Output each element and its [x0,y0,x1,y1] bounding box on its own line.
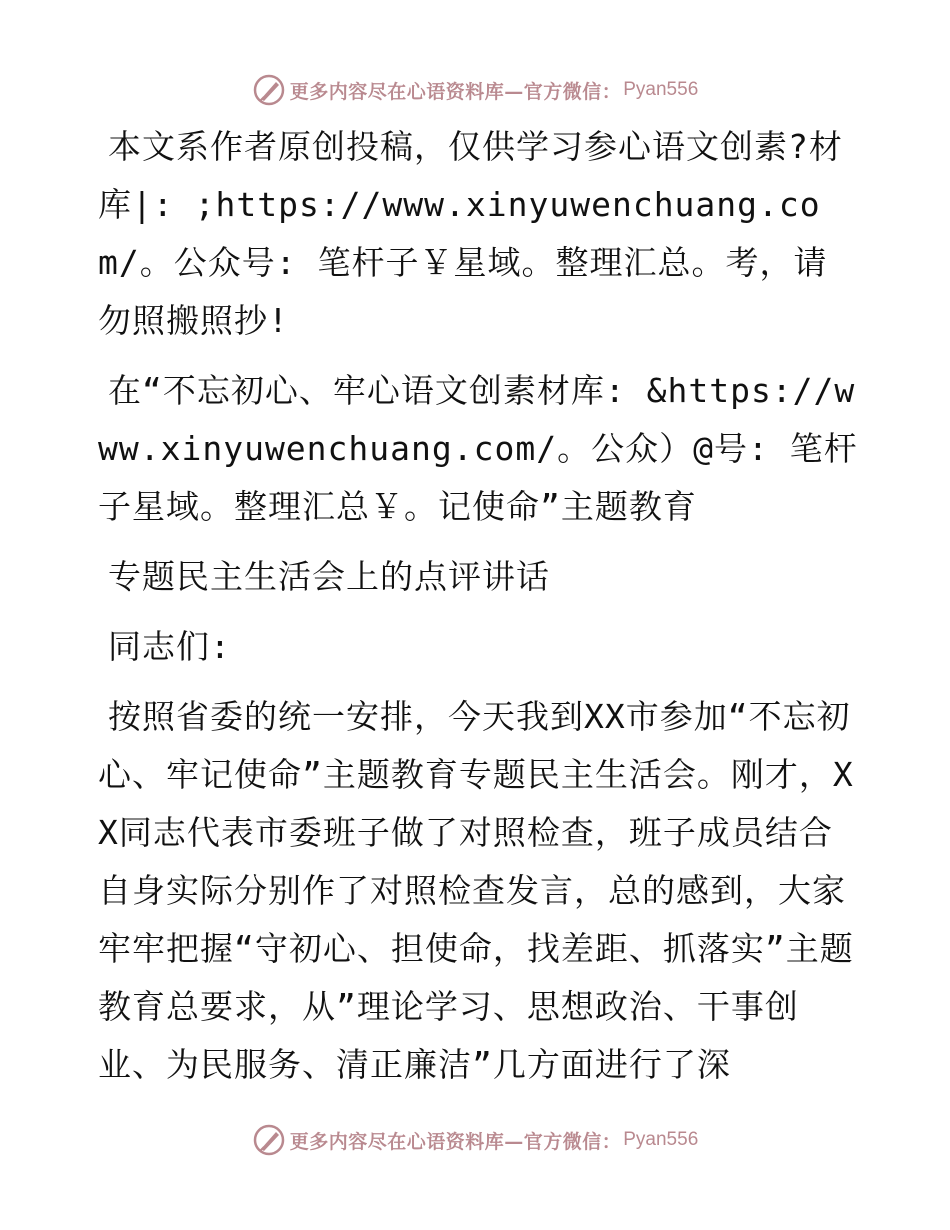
salutation: 同志们: [108,627,231,666]
header-watermark [0,68,950,112]
watermark-text: 更多内容尽在心语资料库—官方微信： [289,80,622,103]
quill-pen-logo-icon [252,73,286,107]
title-line-2: 专题民主生活会上的点评讲话 [108,557,550,596]
watermark-account: Pyan556 [623,79,699,100]
title-line-1: 在“不忘初心、牢心语文创素材库: &https://www.xinyuwenchuang.com/。公众）@号: 笔杆子星域。整理汇总￥。记使命”主题教育 [98,371,858,526]
watermark-account: Pyan556 [623,1129,699,1150]
document-body [98,118,858,1094]
watermark-text: 更多内容尽在心语资料库—官方微信： [289,1130,622,1153]
quill-pen-logo-icon [252,1123,286,1157]
footer-watermark [0,1118,950,1162]
intro-paragraph: 本文系作者原创投稿，仅供学习参心语文创素?材库|: ;https://www.xinyuwenchuang.com/。公众号: 笔杆子￥星域。整理汇总。考，请勿照搬照抄! [98,127,843,340]
body-paragraph: 按照省委的统一安排，今天我到XX市参加“不忘初心、牢记使命”主题教育专题民主生活会。刚才，XX同志代表市委班子做了对照检查，班子成员结合自身实际分别作了对照检查发言，总的感到，大家牢牢把握“守初心、担使命，找差距、抓落实”主题教育总要求，从”理论学习、思想政治、干事创业、为民服务、清正廉洁”几方面进行了深 [98,697,854,1084]
